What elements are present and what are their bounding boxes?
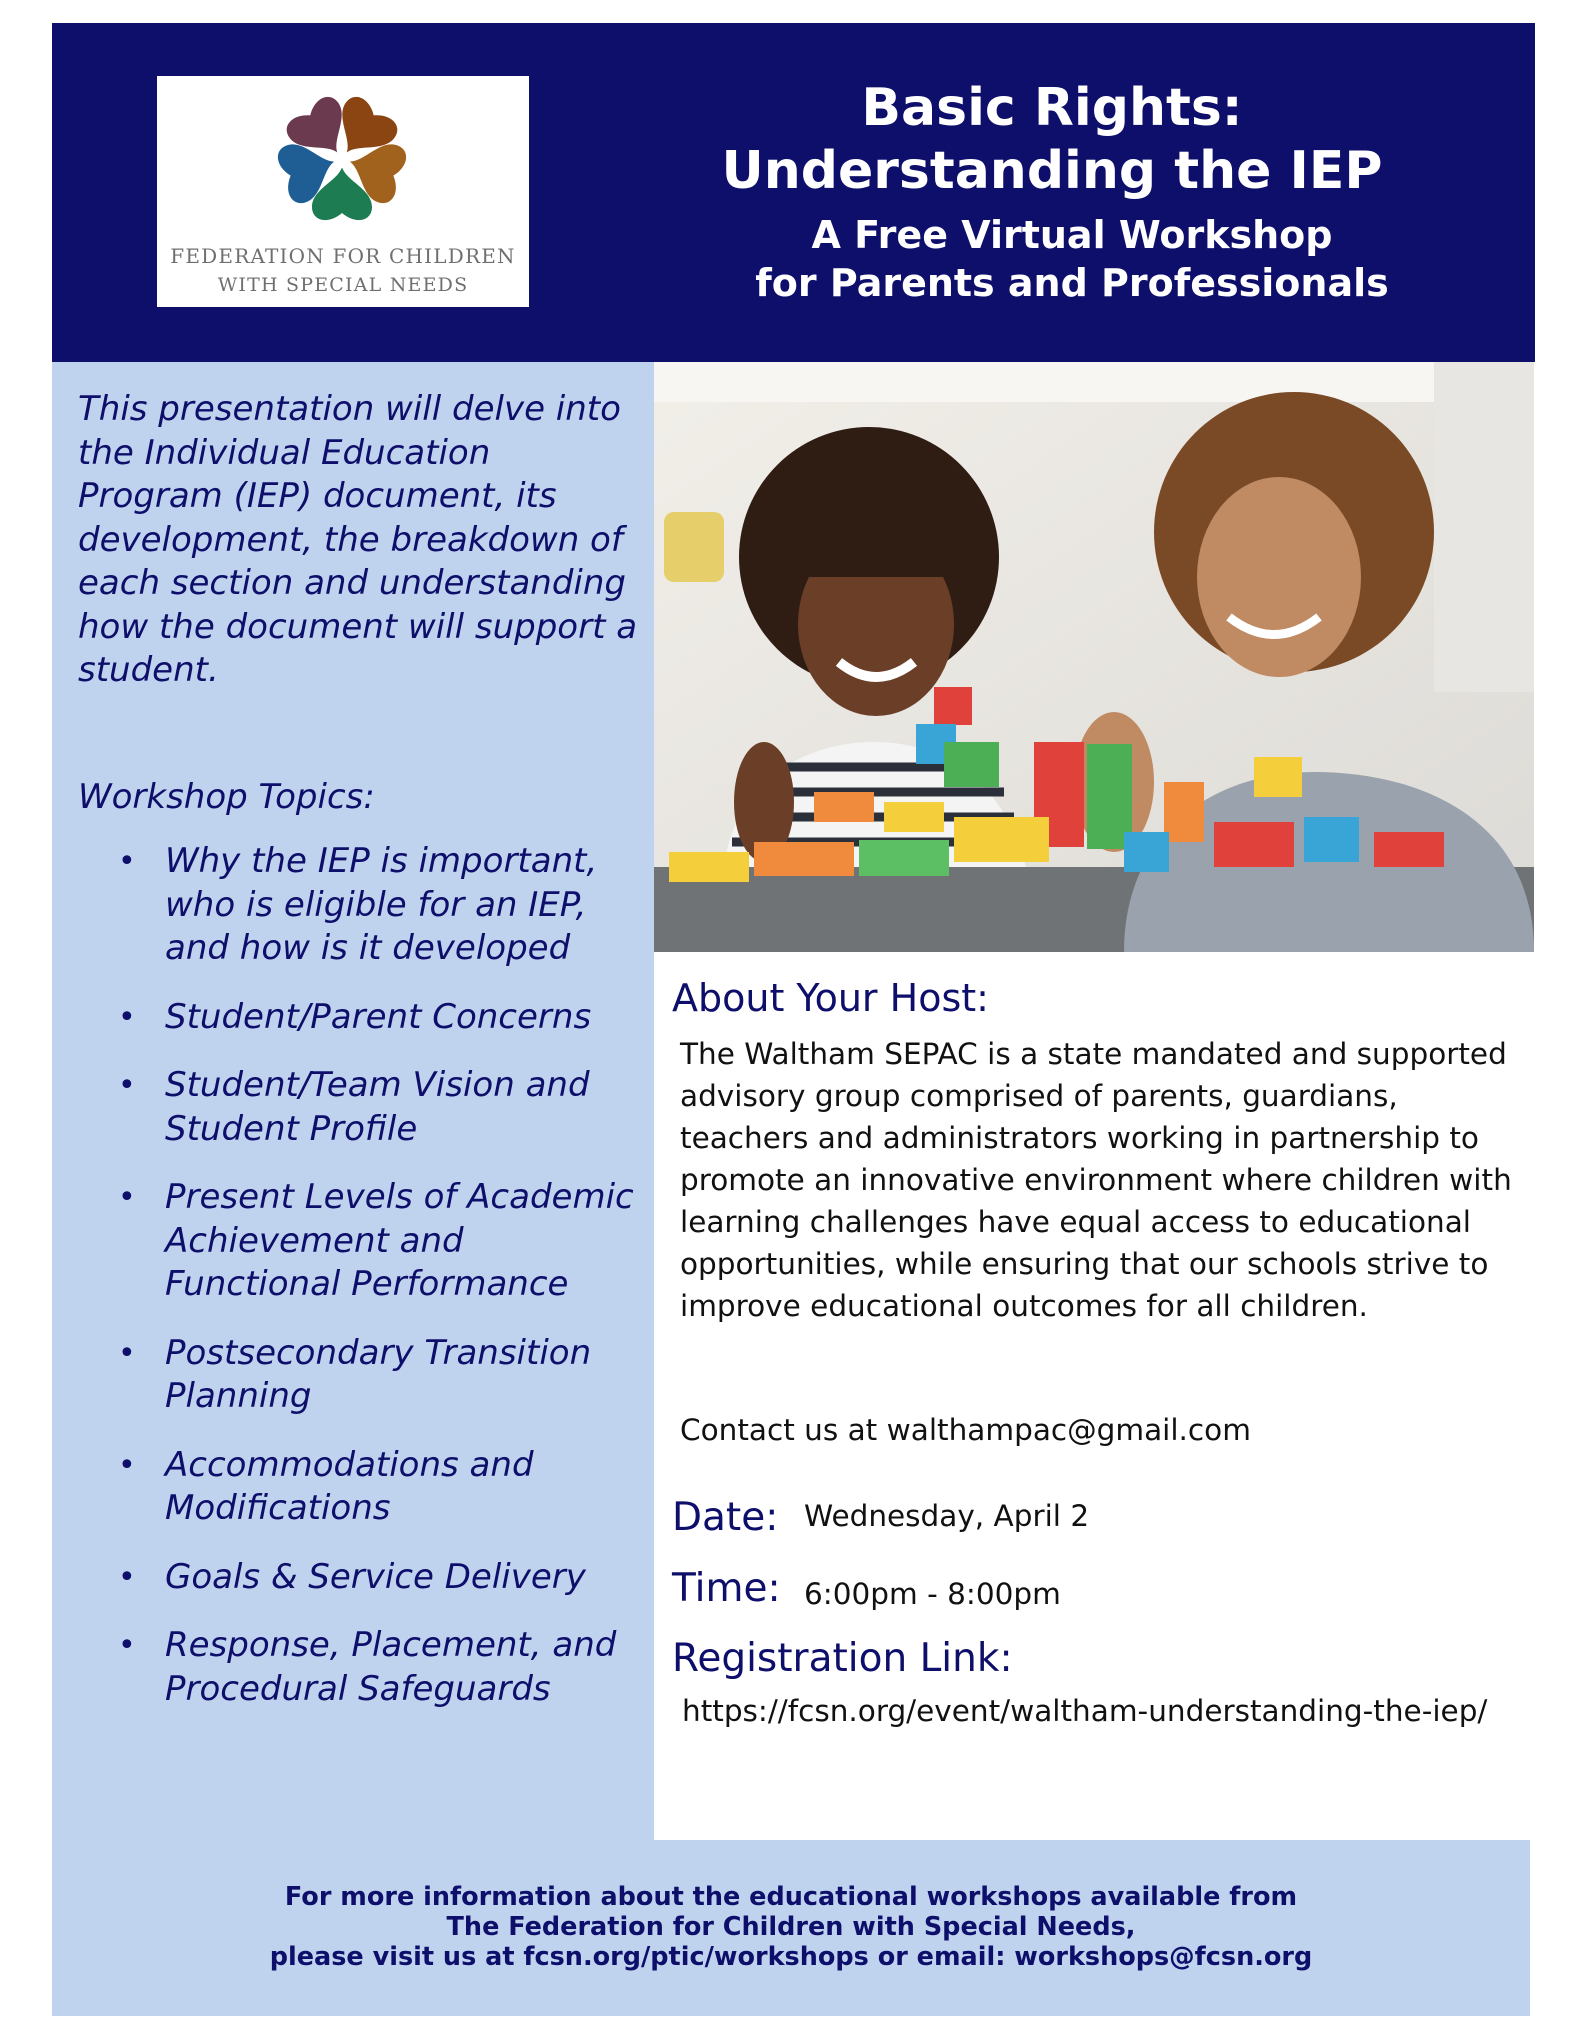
intro-paragraph: This presentation will delve into the Individual Education Program (IEP) document, its development, the breakdown of each section and understanding how the document will support a student.: [78, 389, 638, 690]
subtitle-line1: A Free Virtual Workshop: [811, 213, 1333, 257]
topic-item: [52, 1444, 654, 1531]
bullet-icon: •: [118, 1180, 136, 1215]
bullet-icon: •: [118, 1628, 136, 1663]
bullet-icon: •: [118, 999, 136, 1035]
left-column: [52, 362, 654, 1840]
topic-text: Why the IEP is important, who is eligible for an IEP, and how is it developed: [165, 841, 598, 968]
topic-item: [52, 840, 654, 971]
contact-line: Contact us at walthampac@gmail.com: [680, 1413, 1251, 1447]
logo-text-line1: FEDERATION FOR CHILDREN: [170, 244, 516, 268]
header-banner: [52, 23, 1535, 362]
bullet-icon: •: [118, 1447, 136, 1483]
topic-text: Student/Parent Concerns: [165, 996, 592, 1037]
bullet-icon: •: [118, 1559, 136, 1595]
date-value: Wednesday, April 2: [804, 1499, 1090, 1533]
topic-text: Response, Placement, and Procedural Safeguards: [165, 1625, 617, 1709]
footer-line3[interactable]: please visit us at fcsn.org/ptic/workshops or email: workshops@fcsn.org: [269, 1942, 1313, 1972]
heart-flower-icon: [267, 84, 417, 234]
topic-text: Present Levels of Academic Achievement and Functional Performance: [165, 1177, 634, 1304]
topic-item: [52, 996, 654, 1040]
topic-item: [52, 1064, 654, 1151]
registration-label: Registration Link:: [672, 1636, 1013, 1681]
footer-line1: For more information about the educational workshops available from: [284, 1882, 1298, 1912]
topic-item: [52, 1332, 654, 1419]
about-body: The Waltham SEPAC is a state mandated and supported advisory group comprised of parents, guardians, teachers and administrators working in partnership to promote an innovative environment where children with learning challenges have equal access to educational opportunities, while ensuring that our schools strive to improve educational outcomes for all children.: [680, 1037, 1512, 1323]
topic-text: Goals & Service Delivery: [165, 1556, 586, 1597]
date-label: Date:: [672, 1495, 779, 1540]
time-value: 6:00pm - 8:00pm: [804, 1577, 1061, 1611]
title-line2: Understanding the IEP: [721, 141, 1383, 201]
subtitle-line2: for Parents and Professionals: [755, 261, 1389, 305]
time-label: Time:: [672, 1566, 781, 1611]
logo-text-line2: WITH SPECIAL NEEDS: [217, 274, 469, 296]
workshop-photo: [654, 362, 1534, 952]
topic-text: Student/Team Vision and Student Profile: [165, 1065, 590, 1149]
topic-item: [52, 1176, 654, 1307]
about-heading: About Your Host:: [672, 976, 989, 1020]
bullet-icon: •: [118, 844, 136, 879]
registration-link[interactable]: https://fcsn.org/event/waltham-understanding-the-iep/: [682, 1694, 1488, 1728]
footer-line2: The Federation for Children with Special Needs,: [446, 1912, 1136, 1942]
photo-illustration: [654, 362, 1534, 952]
footer-banner: [52, 1840, 1530, 2016]
topics-list: [52, 840, 654, 1736]
topic-item: [52, 1624, 654, 1711]
topic-text: Accommodations and Modifications: [165, 1444, 534, 1528]
topic-text: Postsecondary Transition Planning: [165, 1332, 592, 1416]
title-line1: Basic Rights:: [861, 78, 1243, 138]
bullet-icon: •: [118, 1335, 136, 1371]
fcsn-logo: [157, 76, 529, 307]
topic-item: [52, 1556, 654, 1600]
bullet-icon: •: [118, 1068, 136, 1103]
topics-heading: Workshop Topics:: [78, 777, 375, 817]
